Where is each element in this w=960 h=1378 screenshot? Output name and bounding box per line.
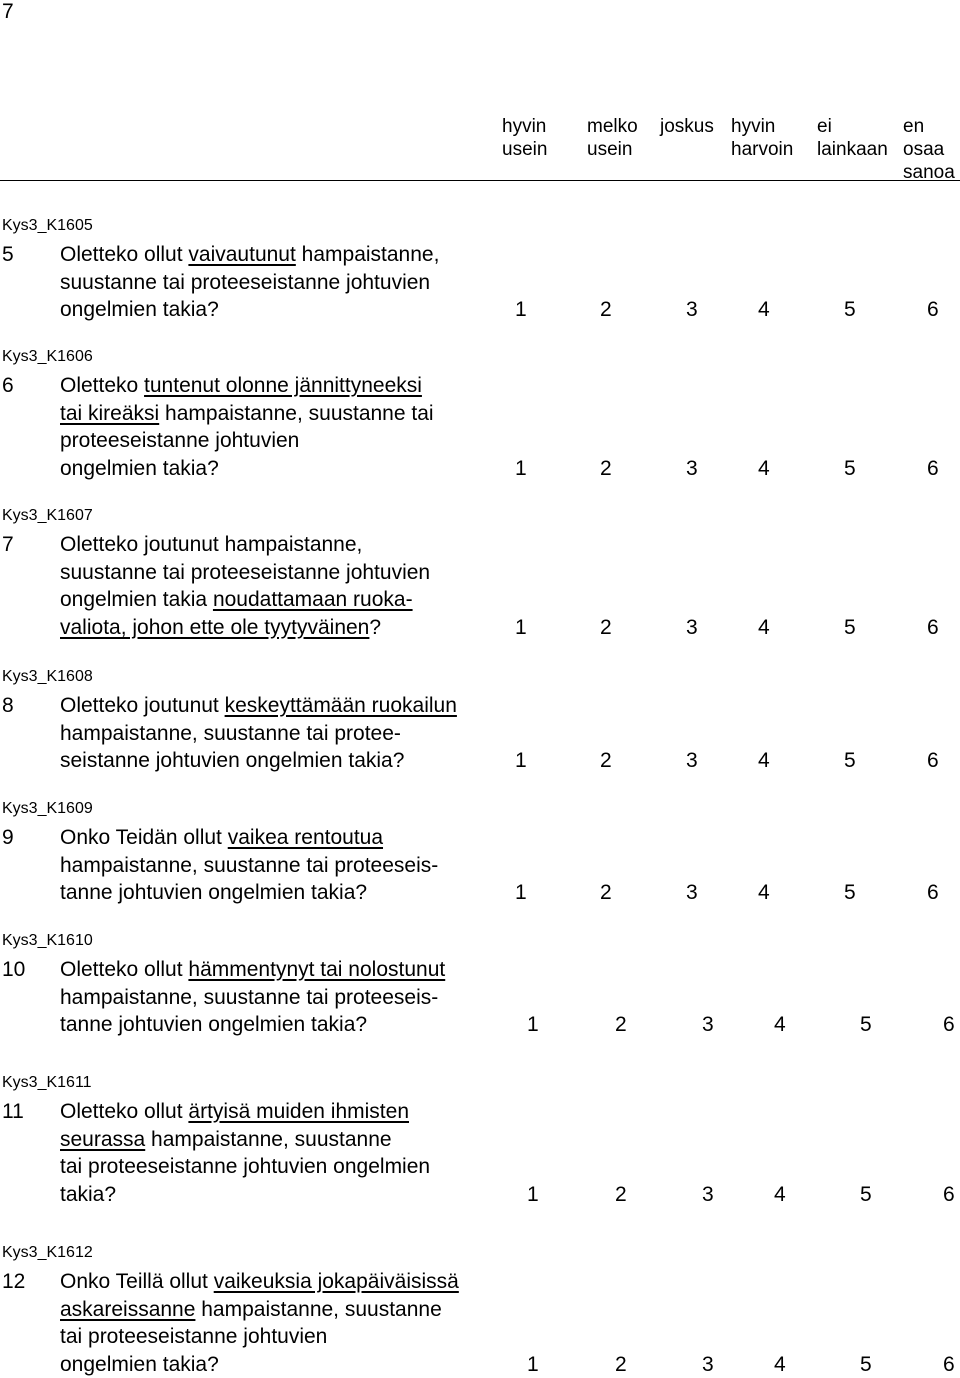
question-text-line xyxy=(60,879,367,906)
scale-header-word: hyvin xyxy=(502,116,547,137)
answer-option: 3 xyxy=(702,1182,714,1206)
answer-option: 2 xyxy=(615,1182,627,1206)
question-text-line xyxy=(60,1296,442,1323)
question-text: ? xyxy=(369,615,382,639)
question-text: Onko Teillä ollut xyxy=(60,1270,214,1293)
answer-option: 4 xyxy=(758,456,770,480)
question-code: Kys3_K1609 xyxy=(2,800,93,817)
scale-header-word: lainkaan xyxy=(817,139,888,160)
emphasized-phrase: hämmentynyt tai nolostunut xyxy=(188,958,446,981)
question-text: hampaistanne, suustanne tai protee- xyxy=(60,721,401,745)
answer-option: 6 xyxy=(927,456,939,480)
question-text: ongelmien takia? xyxy=(60,456,219,480)
answer-option: 1 xyxy=(515,749,527,772)
answer-option: 6 xyxy=(927,749,939,772)
scale-header-column xyxy=(903,115,955,184)
emphasized-phrase: noudattamaan ruoka- xyxy=(212,588,413,611)
answer-option: 6 xyxy=(943,1352,955,1376)
question-text-line xyxy=(60,241,439,268)
question-text-line xyxy=(60,614,381,641)
question-text: tai proteeseistanne johtuvien ongelmien xyxy=(60,1155,431,1178)
emphasized-phrase: vaivautunut xyxy=(188,243,296,266)
answer-option: 5 xyxy=(844,749,856,772)
answer-option: 4 xyxy=(774,1182,786,1206)
scale-header-word: ei xyxy=(817,116,832,137)
answer-option: 5 xyxy=(844,456,856,480)
answer-option: 4 xyxy=(758,298,770,321)
answer-option: 6 xyxy=(943,1182,955,1206)
emphasized-phrase: seurassa xyxy=(60,1127,146,1151)
scale-header-column xyxy=(502,115,547,161)
question-text-line xyxy=(60,1268,459,1295)
question-text-line xyxy=(60,1153,430,1180)
question-text: Oletteko ollut xyxy=(60,243,189,266)
question-text: hampaistanne, suustanne tai proteeseis- xyxy=(60,853,439,877)
question-text-line xyxy=(60,747,404,774)
scale-header-word: harvoin xyxy=(731,139,794,160)
answer-option: 3 xyxy=(702,1352,714,1376)
question-text-line xyxy=(60,1098,409,1125)
scale-header-word: melko xyxy=(587,116,638,137)
question-number: 12 xyxy=(2,1270,26,1293)
question-code: Kys3_K1606 xyxy=(2,348,93,365)
answer-option: 3 xyxy=(686,749,698,772)
question-text: hampaistanne, suustanne tai proteeseis- xyxy=(60,985,439,1009)
question-text-line xyxy=(60,852,438,879)
question-text-line xyxy=(60,824,383,851)
answer-option: 5 xyxy=(860,1013,872,1036)
answer-option: 2 xyxy=(600,881,612,904)
answer-option: 2 xyxy=(615,1013,627,1036)
scale-header-word: en xyxy=(903,116,925,137)
answer-option: 1 xyxy=(515,298,527,321)
question-text-line xyxy=(60,531,362,558)
emphasized-phrase: vaikea rentoutua xyxy=(227,826,384,849)
question-code: Kys3_K1607 xyxy=(2,507,93,524)
answer-option: 3 xyxy=(686,298,698,321)
header-divider xyxy=(0,180,960,181)
page-number: 7 xyxy=(2,0,14,23)
question-text: ongelmien takia xyxy=(60,588,213,611)
question-code: Kys3_K1610 xyxy=(2,932,93,949)
question-text-line xyxy=(60,400,434,427)
question-number: 8 xyxy=(2,694,14,717)
question-text: Oletteko xyxy=(60,374,145,397)
question-number: 9 xyxy=(2,826,14,849)
answer-option: 4 xyxy=(774,1013,786,1036)
answer-option: 6 xyxy=(927,298,939,321)
answer-option: 1 xyxy=(527,1352,539,1376)
answer-option: 2 xyxy=(600,298,612,321)
answer-option: 5 xyxy=(844,881,856,904)
question-text-line xyxy=(60,1323,327,1350)
answer-option: 4 xyxy=(774,1352,786,1376)
question-text: Oletteko joutunut hampaistanne, xyxy=(60,533,363,556)
scale-header-word: hyvin xyxy=(731,116,776,137)
question-text: Oletteko joutunut xyxy=(60,694,225,717)
answer-option: 5 xyxy=(844,615,856,639)
question-text: Oletteko ollut xyxy=(60,1100,189,1123)
answer-option: 3 xyxy=(702,1013,714,1036)
scale-header-word: usein xyxy=(502,139,548,160)
emphasized-phrase: tuntenut olonne jännittyneeksi xyxy=(144,374,422,397)
question-number: 11 xyxy=(2,1100,24,1123)
question-text: hampaistanne, suustanne tai xyxy=(159,401,434,425)
question-text: seistanne johtuvien ongelmien takia? xyxy=(60,749,405,772)
question-text-line xyxy=(60,455,219,482)
question-text-line xyxy=(60,372,422,399)
scale-header-word: sanoa xyxy=(903,162,955,183)
answer-option: 3 xyxy=(686,881,698,904)
answer-option: 1 xyxy=(515,881,527,904)
answer-option: 2 xyxy=(600,456,612,480)
answer-option: 3 xyxy=(686,456,698,480)
emphasized-phrase: valiota, johon ette ole tyytyväinen xyxy=(60,615,370,639)
question-text: ongelmien takia? xyxy=(60,298,219,321)
question-text-line xyxy=(60,586,413,613)
question-text-line xyxy=(60,296,219,323)
answer-option: 5 xyxy=(860,1352,872,1376)
question-code: Kys3_K1611 xyxy=(2,1074,92,1091)
emphasized-phrase: keskeyttämään ruokailun xyxy=(224,694,457,717)
answer-option: 2 xyxy=(615,1352,627,1376)
scale-header-column xyxy=(587,115,638,161)
question-text: hampaistanne, suustanne xyxy=(195,1297,442,1321)
question-text: suustanne tai proteeseistanne johtuvien xyxy=(60,560,431,584)
question-text: ongelmien takia? xyxy=(60,1352,219,1376)
scale-header-column xyxy=(660,115,714,138)
question-text: takia? xyxy=(60,1182,117,1206)
question-text: tanne johtuvien ongelmien takia? xyxy=(60,881,368,904)
question-code: Kys3_K1605 xyxy=(2,217,93,234)
answer-option: 1 xyxy=(527,1182,539,1206)
answer-option: 4 xyxy=(758,749,770,772)
answer-option: 1 xyxy=(527,1013,539,1036)
question-text-line xyxy=(60,1126,392,1153)
answer-option: 6 xyxy=(943,1013,955,1036)
emphasized-phrase: ärtyisä muiden ihmisten xyxy=(188,1100,409,1123)
scale-header-word: joskus xyxy=(660,116,714,137)
question-text: proteeseistanne johtuvien xyxy=(60,429,300,452)
question-text-line xyxy=(60,692,457,719)
question-text-line xyxy=(60,720,401,747)
answer-option: 1 xyxy=(515,456,527,480)
question-number: 6 xyxy=(2,374,14,397)
scale-header-word: usein xyxy=(587,139,633,160)
emphasized-phrase: askareissanne xyxy=(60,1297,196,1321)
question-text: tanne johtuvien ongelmien takia? xyxy=(60,1013,368,1036)
answer-option: 3 xyxy=(686,615,698,639)
question-text-line xyxy=(60,984,438,1011)
question-text-line xyxy=(60,559,430,586)
answer-option: 2 xyxy=(600,749,612,772)
question-number: 5 xyxy=(2,243,14,266)
question-code: Kys3_K1608 xyxy=(2,668,93,685)
question-number: 10 xyxy=(2,958,26,981)
question-text-line xyxy=(60,1011,367,1038)
scale-header-column xyxy=(817,115,888,161)
answer-option: 6 xyxy=(927,881,939,904)
question-text: Oletteko ollut xyxy=(60,958,189,981)
question-text: Onko Teidän ollut xyxy=(60,826,228,849)
answer-option: 2 xyxy=(600,615,612,639)
answer-option: 1 xyxy=(515,615,527,639)
question-text: hampaistanne, suustanne xyxy=(145,1127,392,1151)
emphasized-phrase: vaikeuksia jokapäiväisissä xyxy=(213,1270,459,1293)
question-text-line xyxy=(60,1181,116,1208)
question-text-line xyxy=(60,427,299,454)
question-text-line xyxy=(60,269,430,296)
emphasized-phrase: tai kireäksi xyxy=(60,401,160,425)
question-code: Kys3_K1612 xyxy=(2,1244,93,1261)
answer-option: 4 xyxy=(758,881,770,904)
question-text-line xyxy=(60,1351,219,1378)
answer-option: 5 xyxy=(860,1182,872,1206)
scale-header-word: osaa xyxy=(903,139,945,160)
question-number: 7 xyxy=(2,533,14,556)
answer-option: 4 xyxy=(758,615,770,639)
question-text-line xyxy=(60,956,445,983)
question-text: hampaistanne, xyxy=(295,243,440,266)
scale-header-column xyxy=(731,115,793,161)
answer-option: 6 xyxy=(927,615,939,639)
answer-option: 5 xyxy=(844,298,856,321)
question-text: suustanne tai proteeseistanne johtuvien xyxy=(60,270,431,294)
question-text: tai proteeseistanne johtuvien xyxy=(60,1325,328,1348)
